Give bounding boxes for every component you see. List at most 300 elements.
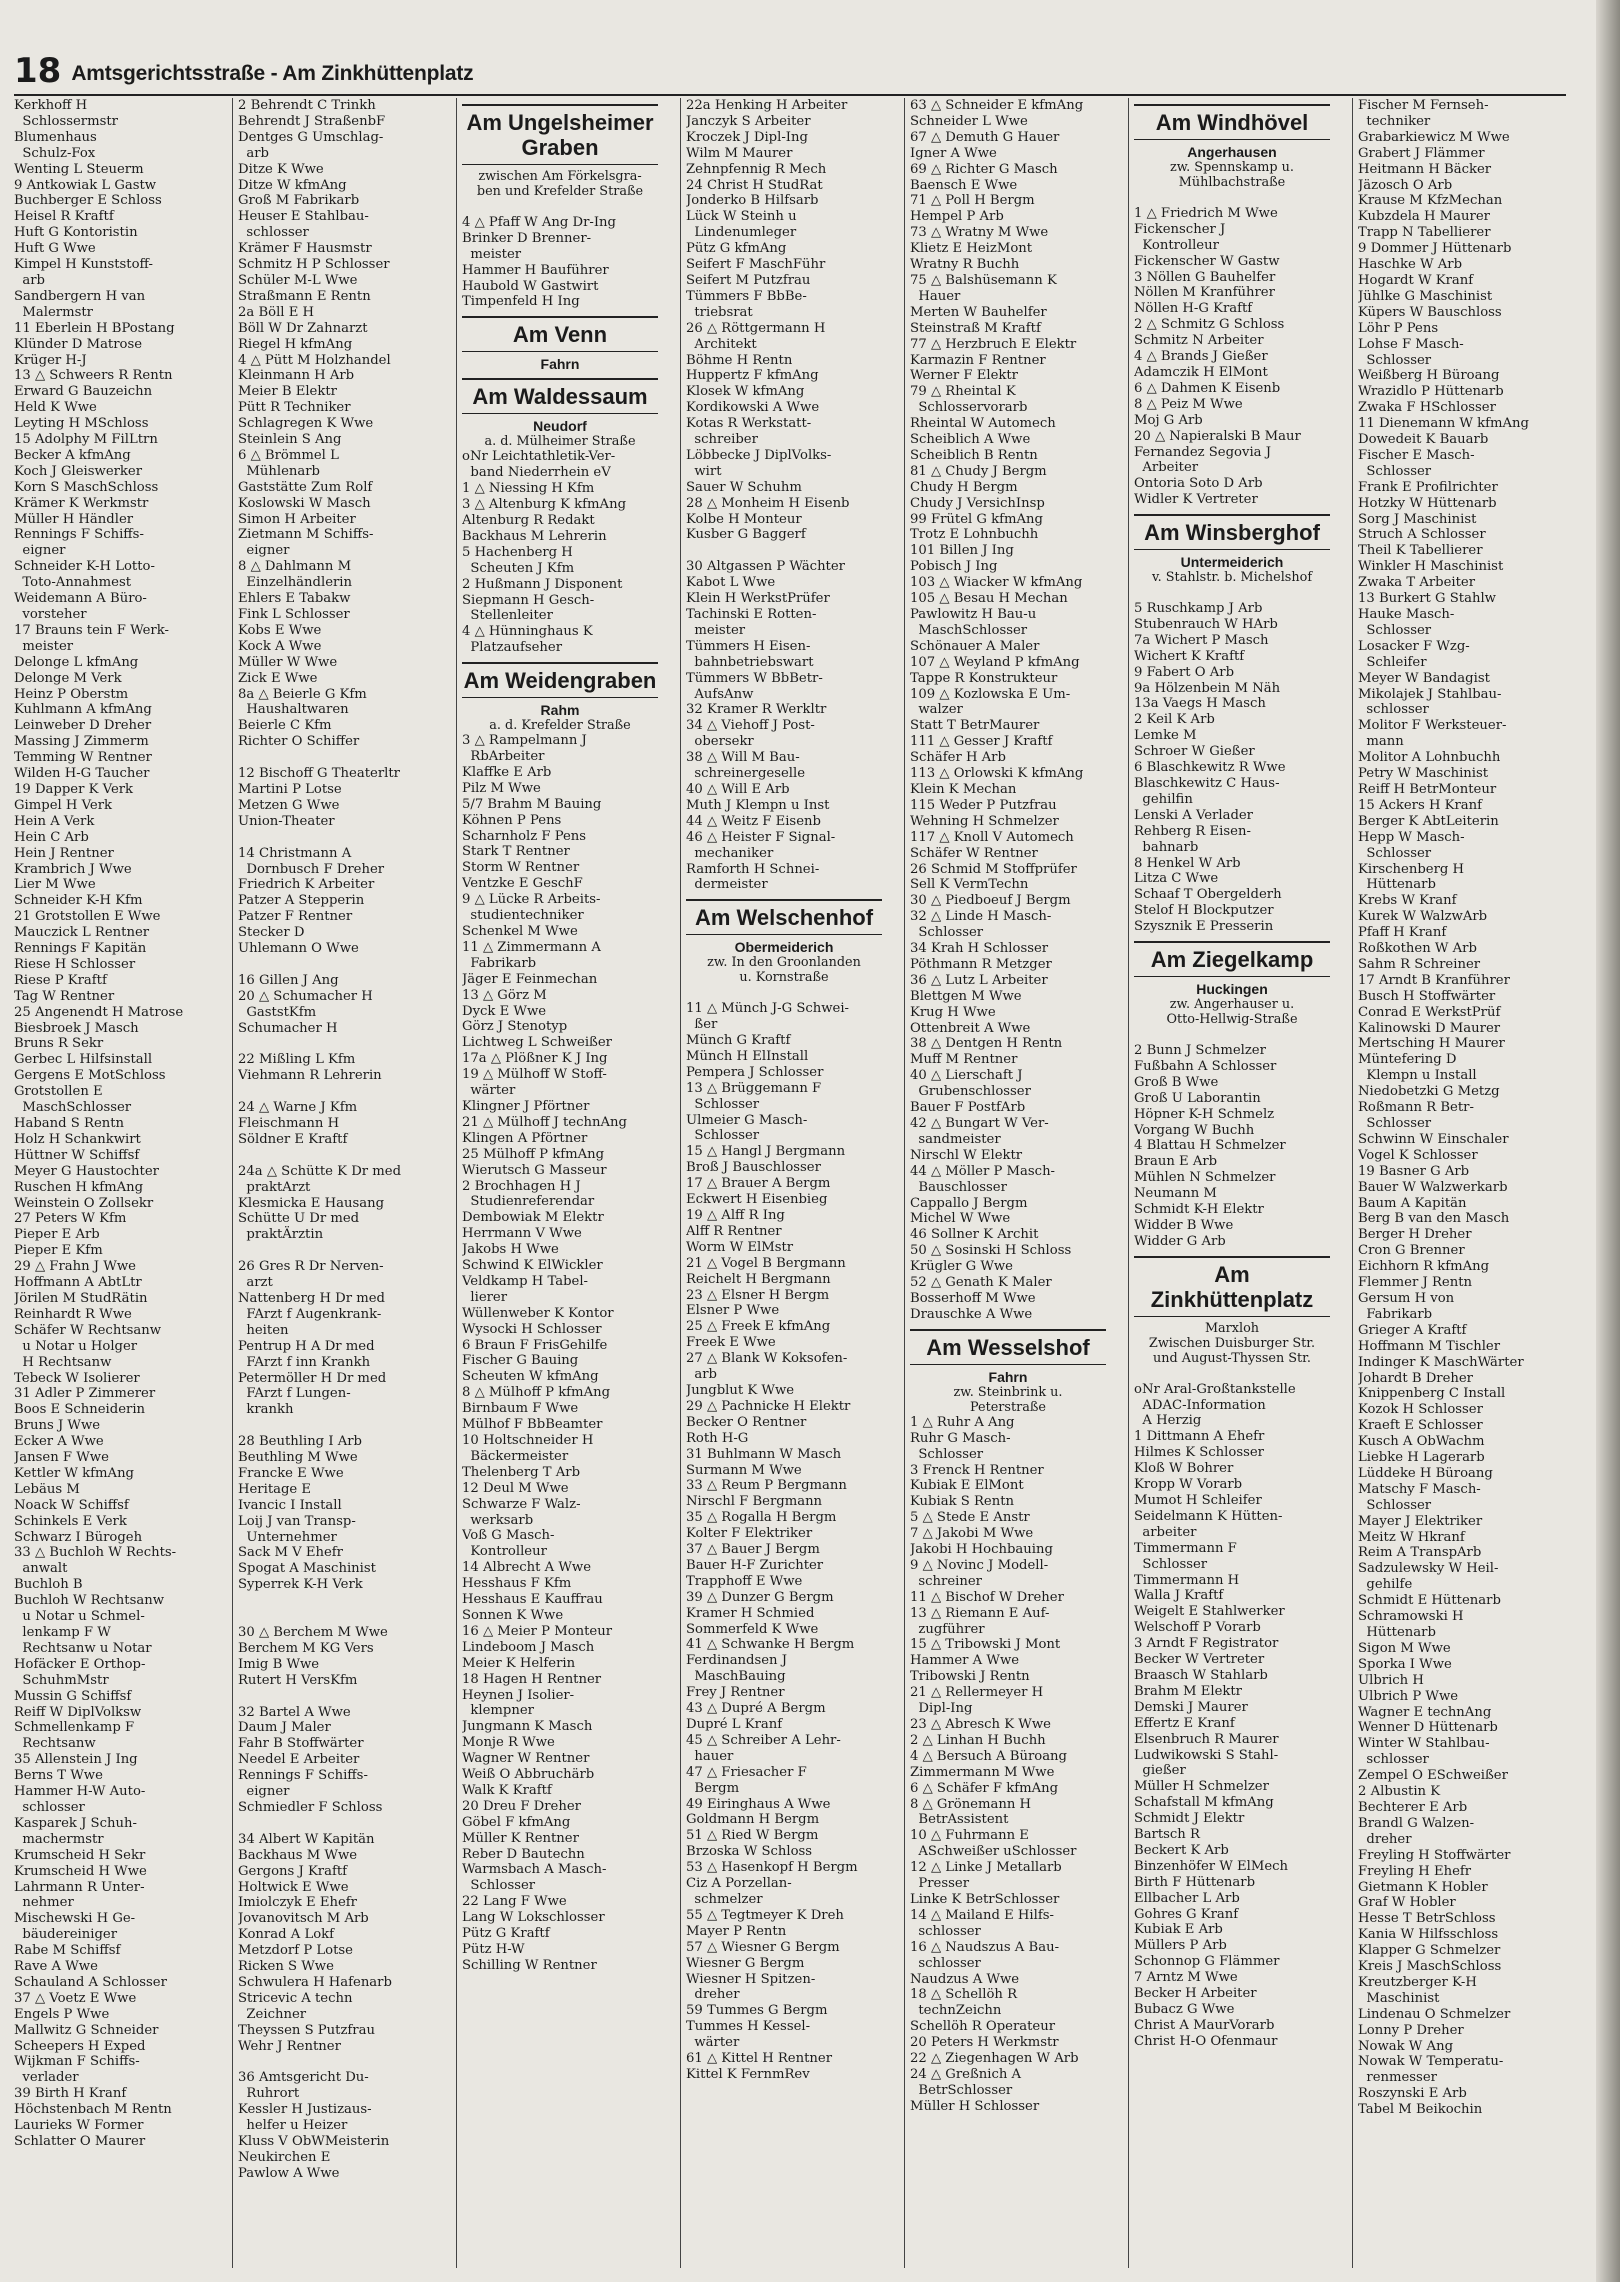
resident-entry: 67 △ Demuth G Hauer xyxy=(910,129,1060,145)
resident-entry xyxy=(238,1418,434,1434)
resident-entry: Toto-Annahmest xyxy=(14,575,132,591)
resident-entry: Reichelt H Bergmann xyxy=(686,1271,831,1287)
resident-entry: Heritage E xyxy=(238,1481,312,1497)
resident-entry: Christ H-O Ofenmaur xyxy=(1134,2033,1278,2049)
resident-entry: Union-Theater xyxy=(238,813,335,829)
resident-entry: 1 △ Niessing H Kfm xyxy=(462,481,595,497)
resident-entry: Dembowiak M Elektr xyxy=(462,1210,604,1226)
resident-entry: Dentges G Umschlag- xyxy=(238,129,384,145)
resident-entry: 18 △ Schellöh R xyxy=(910,1987,1018,2003)
resident-entry: Schaaf T Obergelderh xyxy=(1134,887,1282,903)
resident-entry: Janczyk S Arbeiter xyxy=(686,113,811,129)
resident-entry: 36 △ Lutz L Arbeiter xyxy=(910,972,1048,988)
resident-entry: 9 △ Lücke R Arbeits- xyxy=(462,892,601,908)
resident-entry: Nattenberg H Dr med xyxy=(238,1290,385,1306)
resident-entry: Ludwikowski S Stahl- xyxy=(1134,1747,1279,1763)
resident-entry: 17 Brauns tein F Werk- xyxy=(14,622,169,638)
resident-entry: Schlosser xyxy=(1358,1116,1432,1131)
resident-entry: Busch H Stoffwärter xyxy=(1358,988,1496,1004)
resident-entry: Krämer K Werkmstr xyxy=(14,495,149,511)
resident-entry: Löbbecke J DiplVolks- xyxy=(686,447,832,463)
resident-entry: 25 △ Freek E kfmAng xyxy=(686,1319,831,1335)
resident-entry: Stellenleiter xyxy=(462,608,553,624)
resident-entry: mechaniker xyxy=(686,845,774,861)
resident-entry: Konrad A Lokf xyxy=(238,1927,335,1943)
resident-entry: 24 Christ H StudRat xyxy=(686,177,823,193)
resident-entry: Schwind K ElWickler xyxy=(462,1258,603,1274)
resident-entry: Sauer W Schuhm xyxy=(686,479,802,495)
resident-entry: Göbel F kfmAng xyxy=(462,1814,571,1830)
resident-entry: Pieper E Arb xyxy=(14,1227,100,1243)
directory-column xyxy=(1134,98,1330,2268)
resident-entry: 27 △ Blank W Koksofen- xyxy=(686,1351,848,1367)
resident-entry: 14 Albrecht A Wwe xyxy=(462,1560,591,1576)
resident-entry: Zehnpfennig R Mech xyxy=(686,161,827,177)
resident-entry: Brinker D Brenner- xyxy=(462,230,592,246)
resident-entry: Hesshaus E Kauffrau xyxy=(462,1592,603,1608)
resident-entry: Altenburg R Redakt xyxy=(462,512,595,528)
resident-entry: Wrazidlo P Hüttenarb xyxy=(1358,384,1504,400)
resident-entry xyxy=(1134,1027,1330,1043)
resident-entry: Klosek W kfmAng xyxy=(686,384,805,400)
resident-entry: Krambrich J Wwe xyxy=(14,861,132,877)
scan-edge xyxy=(1596,0,1620,2282)
resident-entry: Ventzke E GeschF xyxy=(462,876,583,892)
resident-entry: Noack W Schiffsf xyxy=(14,1497,129,1513)
resident-entry: Scheepers H Exped xyxy=(14,2038,146,2054)
resident-entry: 2 Keil K Arb xyxy=(1134,712,1215,728)
resident-entry: eigner xyxy=(238,543,290,559)
resident-entry: 3 △ Altenburg K kfmAng xyxy=(462,497,627,513)
resident-entry: 9 Antkowiak L Gastw xyxy=(14,177,157,193)
resident-entry: Müntefering D xyxy=(1358,1052,1457,1068)
resident-entry: Müller H Schlosser xyxy=(910,2098,1040,2114)
resident-entry: schreiber xyxy=(686,432,758,448)
resident-entry: Rennings F Kapitän xyxy=(14,941,147,957)
resident-entry: 21 △ Mülhoff J technAng xyxy=(462,1114,627,1130)
resident-entry: Indinger K MaschWärter xyxy=(1358,1354,1524,1370)
resident-entry: Gimpel H Verk xyxy=(14,797,113,813)
resident-entry: Scheiblich A Wwe xyxy=(910,432,1031,448)
resident-entry: 44 △ Möller P Masch- xyxy=(910,1163,1056,1179)
resident-entry: Trapp N Tabellierer xyxy=(1358,225,1491,241)
resident-entry: Meier K Helferin xyxy=(462,1655,576,1671)
resident-entry: Vorgang W Buchh xyxy=(1134,1122,1255,1138)
resident-entry: Seifert M Putzfrau xyxy=(686,272,811,288)
resident-entry xyxy=(238,2054,434,2070)
resident-entry: Behrendt J StraßenbF xyxy=(238,113,386,129)
resident-entry: Klesmicka E Hausang xyxy=(238,1195,385,1211)
resident-entry: Buchloh B xyxy=(14,1577,83,1593)
resident-entry: Graf W Hobler xyxy=(1358,1895,1456,1911)
resident-entry: Kluss V ObWMeisterin xyxy=(238,2134,390,2149)
resident-entry: Böhme H Rentn xyxy=(686,352,793,368)
resident-entry: Schramowski H xyxy=(1358,1609,1464,1625)
resident-entry: Jühlke G Maschinist xyxy=(1358,288,1493,304)
resident-entry: Eichhorn R kfmAng xyxy=(1358,1259,1490,1275)
resident-entry: Eckwert H Eisenbieg xyxy=(686,1192,828,1208)
resident-entry: 9 Dommer J Hüttenarb xyxy=(1358,241,1512,257)
resident-entry: 29 △ Frahn J Wwe xyxy=(14,1259,136,1275)
resident-entry: Bubacz G Wwe xyxy=(1134,2002,1235,2017)
resident-entry: Schinkels E Verk xyxy=(14,1513,127,1529)
resident-entry: gehilfe xyxy=(1358,1577,1413,1593)
resident-entry: 31 Buhlmann W Masch xyxy=(686,1446,842,1462)
resident-entry: BetrAssistent xyxy=(910,1812,1009,1828)
resident-entry xyxy=(238,1036,434,1052)
resident-entry: Fernandez Segovia J xyxy=(1134,444,1271,460)
resident-entry: ADAC-Information xyxy=(1134,1397,1266,1413)
resident-entry: Tümmers F BbBe- xyxy=(686,288,807,304)
resident-entry: 33 △ Buchloh W Rechts- xyxy=(14,1545,177,1561)
resident-entry: Krebs W Kranf xyxy=(1358,893,1457,909)
resident-entry: 2 Albustin K xyxy=(1358,1784,1441,1800)
directory-column xyxy=(462,98,658,2268)
resident-entry: Szysznik E Presserin xyxy=(1134,919,1274,935)
resident-entry: heiten xyxy=(238,1322,289,1338)
resident-entry: 29 △ Pachnicke H Elektr xyxy=(686,1398,851,1414)
resident-entry: Ulbrich H xyxy=(1358,1672,1424,1688)
resident-entry: Wenting L Steuerm xyxy=(14,161,144,177)
resident-entry: Schmitz N Arbeiter xyxy=(1134,333,1264,349)
resident-entry: Mallwitz G Schneider xyxy=(14,2022,159,2038)
resident-entry: Massing J Zimmerm xyxy=(14,734,149,750)
resident-entry: werksarb xyxy=(462,1512,534,1528)
resident-entry: Beuthling M Wwe xyxy=(238,1450,358,1466)
resident-entry: Pütz G Kraftf xyxy=(462,1926,550,1942)
resident-entry: Bartsch R xyxy=(1134,1827,1200,1843)
resident-entry: Gerbec L Hilfsinstall xyxy=(14,1052,153,1068)
resident-entry: Zempel O ESchweißer xyxy=(1358,1768,1508,1784)
resident-entry: Jäzosch O Arb xyxy=(1358,177,1453,193)
street-heading: Am Weidengraben xyxy=(462,662,658,698)
resident-entry xyxy=(238,957,434,973)
resident-entry: Hesse T BetrSchloss xyxy=(1358,1911,1496,1927)
resident-entry: Wagner W Rentner xyxy=(462,1751,590,1767)
resident-entry: Klaffke E Arb xyxy=(462,764,552,780)
resident-entry: Zimmermann M Wwe xyxy=(910,1764,1055,1780)
resident-entry: Schneider K-H Kfm xyxy=(14,893,143,909)
resident-entry: 28 Beuthling I Arb xyxy=(238,1434,362,1450)
resident-entry: 4 △ Pfaff W Ang Dr-Ing xyxy=(462,214,616,230)
resident-entry: Scheuten J Kfm xyxy=(462,560,575,576)
resident-entry: meister xyxy=(686,622,746,638)
resident-entry: Niedobetzki G Metzg xyxy=(1358,1084,1500,1100)
street-location-note: Mühlbachstraße xyxy=(1178,175,1286,190)
resident-entry: 25 Angenendt H Matrose xyxy=(14,1004,184,1020)
resident-entry: Kusch A ObWachm xyxy=(1358,1434,1485,1450)
resident-entry: Weiß O Abbruchärb xyxy=(462,1767,595,1783)
resident-entry: Krumscheid H Sekr xyxy=(14,1847,146,1863)
resident-entry: 36 Amtsgericht Du- xyxy=(238,2070,369,2086)
resident-entry: Monje R Wwe xyxy=(462,1735,555,1751)
resident-entry: Metzen G Wwe xyxy=(238,797,340,813)
resident-entry: Sandbergern H van xyxy=(14,288,146,304)
resident-entry: Schmitz H P Schlosser xyxy=(238,257,390,273)
resident-entry: Böll W Dr Zahnarzt xyxy=(238,320,368,336)
resident-entry: Haubold W Gastwirt xyxy=(462,278,599,294)
resident-entry: Schmidt E Hüttenarb xyxy=(1358,1593,1501,1609)
resident-entry: Friedrich K Arbeiter xyxy=(238,877,375,893)
resident-entry: eigner xyxy=(14,543,66,559)
resident-entry: Wagner E technAng xyxy=(1358,1704,1492,1720)
resident-entry: 4 △ Bersuch A Büroang xyxy=(910,1748,1067,1764)
resident-entry: Schlosservorarb xyxy=(910,400,1028,416)
resident-entry: Jonderko B Hilfsarb xyxy=(686,193,819,209)
resident-entry: Mühlenarb xyxy=(238,463,320,479)
resident-entry: Schlossermstr xyxy=(14,113,118,129)
resident-entry: Adamczik H ElMont xyxy=(1134,364,1268,380)
resident-entry: Lebäus M xyxy=(14,1481,80,1497)
resident-entry: Hoffmann M Tischler xyxy=(1358,1338,1501,1354)
resident-entry: Schafstall M kfmAng xyxy=(1134,1795,1274,1811)
resident-entry: 52 △ Genath K Maler xyxy=(910,1275,1052,1291)
resident-entry: 1 △ Friedrich M Wwe xyxy=(1134,205,1278,221)
resident-entry: Schütte U Dr med xyxy=(238,1211,360,1227)
resident-entry: Nowak W Ang xyxy=(1358,2038,1454,2054)
resident-entry: Cron G Brenner xyxy=(1358,1243,1465,1259)
resident-entry: Backhaus M Wwe xyxy=(238,1847,358,1863)
resident-entry: Herrmann V Wwe xyxy=(462,1226,582,1242)
resident-entry: Riese H Schlosser xyxy=(14,956,136,972)
resident-entry: Mülhof F BbBeamter xyxy=(462,1417,603,1433)
resident-entry: 3 Arndt F Registrator xyxy=(1134,1636,1279,1652)
resident-entry: 30 △ Piedboeuf J Bergm xyxy=(910,893,1071,909)
street-location-note: zwischen Am Förkelsgra- xyxy=(478,169,642,184)
resident-entry: Tappe R Konstrukteur xyxy=(910,670,1058,686)
resident-entry: klempner xyxy=(462,1703,534,1719)
street-location-note: zw. Steinbrink u. xyxy=(953,1384,1063,1400)
resident-entry: 20 Peters H Werkmstr xyxy=(910,2035,1059,2051)
resident-entry: Scheuten W kfmAng xyxy=(462,1369,599,1385)
resident-entry: Rennings F Schiffs- xyxy=(14,527,144,543)
district-label: Untermeiderich xyxy=(1180,554,1284,571)
resident-entry: Nowak W Temperatu- xyxy=(1358,2054,1504,2070)
resident-entry: bahnarb xyxy=(1134,839,1199,855)
resident-entry: Sporka I Wwe xyxy=(1358,1656,1452,1672)
resident-entry: Kurek W WalzwArb xyxy=(1358,909,1488,925)
resident-entry: studientechniker xyxy=(462,908,584,924)
resident-entry: 13 △ Brüggemann F xyxy=(686,1080,822,1096)
resident-entry: Jovanovitsch M Arb xyxy=(238,1911,369,1927)
resident-entry: arbeiter xyxy=(1134,1524,1197,1540)
resident-entry: Klingen A Pförtner xyxy=(462,1130,588,1146)
street-location-note: und August-Thyssen Str. xyxy=(1153,1350,1311,1366)
resident-entry: Mauczick L Rentner xyxy=(14,925,150,941)
resident-entry: Heinz P Oberstm xyxy=(14,686,129,702)
resident-entry: Frey J Rentner xyxy=(686,1685,785,1701)
resident-entry: zugführer xyxy=(910,1621,985,1637)
resident-entry: krankh xyxy=(238,1402,294,1418)
resident-entry: Viehmann R Lehrerin xyxy=(238,1068,382,1084)
resident-entry: Werner F Elektr xyxy=(910,368,1018,384)
resident-entry: 39 △ Dunzer G Bergm xyxy=(686,1589,834,1605)
resident-entry: Bauer F PostfArb xyxy=(910,1100,1026,1116)
resident-entry: Bäckermeister xyxy=(462,1448,569,1464)
resident-entry: Schäfer H Arb xyxy=(910,750,1006,766)
directory-columns xyxy=(14,98,1566,2268)
resident-entry: Kusber G Baggerf xyxy=(686,527,806,543)
resident-entry: technZeichn xyxy=(910,2003,1002,2019)
resident-entry: A Herzig xyxy=(1134,1413,1202,1429)
resident-entry: Naudzus A Wwe xyxy=(910,1971,1020,1987)
resident-entry: 4 Blattau H Schmelzer xyxy=(1134,1138,1286,1154)
resident-entry: Fischer G Bauing xyxy=(462,1353,579,1369)
street-heading: Am Waldessaum xyxy=(462,378,658,414)
resident-entry: Worm W ElMstr xyxy=(686,1239,794,1255)
resident-entry: Demski J Maurer xyxy=(1134,1699,1248,1715)
resident-entry: Berns T Wwe xyxy=(14,1768,103,1784)
resident-entry: Kubiak E Arb xyxy=(1134,1922,1223,1938)
resident-entry: Lindenumleger xyxy=(686,225,797,241)
resident-entry: Schlosser xyxy=(1358,1497,1432,1513)
resident-entry: Simon H Arbeiter xyxy=(238,511,356,527)
resident-entry: Nirschl F Bergmann xyxy=(686,1494,823,1510)
resident-entry: SchuhmMstr xyxy=(14,1672,109,1688)
resident-entry: Sack M V Ehefr xyxy=(238,1545,343,1561)
resident-entry: 14 Christmann A xyxy=(238,845,352,861)
resident-entry: Kimpel H Kunststoff- xyxy=(14,257,153,273)
resident-entry: arzt xyxy=(238,1275,273,1291)
street-location-note: Otto-Hellwig-Straße xyxy=(1166,1012,1298,1028)
resident-entry: Hüttenarb xyxy=(1358,877,1436,893)
resident-entry: 12 Bischoff G Theaterltr xyxy=(238,766,400,782)
resident-entry: Weigelt E Stahlwerker xyxy=(1134,1604,1285,1620)
resident-entry: Bergm xyxy=(686,1780,740,1796)
resident-entry: Reinhardt R Wwe xyxy=(14,1306,132,1322)
resident-entry: Meier B Elektr xyxy=(238,384,337,400)
column-divider xyxy=(904,98,905,2268)
resident-entry: Karmazin F Rentner xyxy=(910,352,1046,368)
resident-entry: 8 △ Mülhoff P kfmAng xyxy=(462,1385,611,1401)
resident-entry: 46 △ Heister F Signal- xyxy=(686,829,836,845)
street-location-note: zw. Angerhauser u. xyxy=(1169,997,1295,1013)
resident-entry: 2 Brochhagen H J xyxy=(462,1178,581,1194)
resident-entry: 21 △ Rellermeyer H xyxy=(910,1685,1044,1701)
resident-entry: 57 △ Wiesner G Bergm xyxy=(686,1939,840,1955)
resident-entry: Kubzdela H Maurer xyxy=(1358,209,1490,225)
resident-entry: praktÄrztin xyxy=(238,1227,324,1243)
resident-entry: Kloß W Bohrer xyxy=(1134,1461,1234,1477)
resident-entry: schlosser xyxy=(910,1955,981,1971)
resident-entry: Reim A TranspArb xyxy=(1358,1545,1482,1561)
resident-entry: Birnbaum F Wwe xyxy=(462,1401,579,1417)
resident-entry: Haband S Rentn xyxy=(14,1116,125,1131)
resident-entry: anwalt xyxy=(14,1561,68,1577)
resident-entry: Wehr J Rentner xyxy=(238,2038,341,2054)
resident-entry: schlosser xyxy=(238,225,309,241)
resident-entry: Siepmann H Gesch- xyxy=(462,592,595,608)
resident-entry: 10 Holtschneider H xyxy=(462,1433,594,1448)
resident-entry: schreiner xyxy=(910,1573,982,1589)
resident-entry: Kubiak E ElMont xyxy=(910,1478,1024,1494)
resident-entry: Timmermann F xyxy=(1134,1540,1237,1556)
resident-entry: Theil K Tabellierer xyxy=(1358,543,1483,559)
resident-entry: Seifert F MaschFühr xyxy=(686,257,826,273)
resident-entry: 21 Grotstollen E Wwe xyxy=(14,909,161,925)
resident-entry: Birth F Hüttenarb xyxy=(1134,1874,1256,1890)
resident-entry: Schlagregen K Wwe xyxy=(238,416,374,432)
resident-entry: Mikolajek J Stahlbau- xyxy=(1358,686,1502,702)
resident-entry: Sell K VermTechn xyxy=(910,877,1029,893)
resident-entry: Vogel K Schlosser xyxy=(1358,1147,1478,1163)
resident-entry: 101 Billen J Ing xyxy=(910,543,1014,559)
resident-entry: FArzt f Augenkrank- xyxy=(238,1306,382,1322)
resident-entry: 32 △ Linde H Masch- xyxy=(910,909,1052,925)
street-heading: Am Venn xyxy=(462,316,658,352)
resident-entry: Fußbahn A Schlosser xyxy=(1134,1058,1277,1074)
resident-entry: Koslowski W Masch xyxy=(238,495,371,511)
resident-entry: Schlosser xyxy=(910,1446,984,1462)
resident-entry: Fleischmann H xyxy=(238,1116,340,1131)
resident-entry: ßer xyxy=(686,1017,718,1033)
resident-entry: Jäger E Feinmechan xyxy=(462,971,598,987)
resident-entry: Kontrolleur xyxy=(462,1544,547,1560)
resident-entry: Pobisch J Ing xyxy=(910,559,998,575)
resident-entry: Thelenberg T Arb xyxy=(462,1464,581,1480)
resident-entry: Hilmes K Schlosser xyxy=(1134,1445,1264,1461)
resident-entry: helfer u Heizer xyxy=(238,2118,348,2134)
resident-entry: Kroczek J Dipl-Ing xyxy=(686,129,808,145)
resident-entry: 42 △ Bungart W Ver- xyxy=(910,1116,1049,1131)
resident-entry: Surmann M Wwe xyxy=(686,1462,802,1478)
resident-entry: Steinlein S Ang xyxy=(238,432,342,448)
resident-entry xyxy=(462,199,658,215)
resident-entry: Mischewski H Ge- xyxy=(14,1911,136,1927)
resident-entry: Pawlowitz H Bau-u xyxy=(910,607,1037,622)
resident-entry: Stark T Rentner xyxy=(462,844,570,860)
resident-entry: Schlosser xyxy=(686,1128,760,1144)
resident-entry: Scharnholz F Pens xyxy=(462,828,587,844)
resident-entry: oNr Leichtathletik-Ver- xyxy=(462,449,616,465)
resident-entry: Dornbusch F Dreher xyxy=(238,861,385,877)
resident-entry: Maschinist xyxy=(1358,1990,1440,2006)
resident-entry: Schlosser xyxy=(1358,463,1432,479)
resident-entry: Müller H Händler xyxy=(14,511,134,527)
resident-entry: verlader xyxy=(14,2070,79,2086)
resident-entry: Gohres G Kranf xyxy=(1134,1906,1239,1922)
resident-entry: Dowedeit K Bauarb xyxy=(1358,432,1489,448)
resident-entry: 13 △ Schweers R Rentn xyxy=(14,368,173,384)
resident-entry: Schlosser xyxy=(686,1096,760,1112)
resident-entry: Schwinn W Einschaler xyxy=(1358,1131,1509,1147)
resident-entry: 16 Gillen J Ang xyxy=(238,972,339,988)
resident-entry: Broß J Bauschlosser xyxy=(686,1160,821,1176)
resident-entry: Petermöller H Dr med xyxy=(238,1370,387,1386)
resident-entry: Rechtsanw xyxy=(14,1736,96,1752)
resident-entry: 32 Kramer R Werkltr xyxy=(686,702,827,718)
resident-entry: u Notar u Schmel- xyxy=(14,1609,145,1625)
resident-entry: Schäfer W Rechtsanw xyxy=(14,1322,162,1338)
resident-entry: Timpenfeld H Ing xyxy=(462,294,580,310)
resident-entry: lierer xyxy=(462,1289,508,1305)
resident-entry: Ottenbreit A Wwe xyxy=(910,1020,1031,1036)
resident-entry: Flemmer J Rentn xyxy=(1358,1275,1472,1291)
resident-entry: 111 △ Gesser J Kraftf xyxy=(910,734,1053,750)
resident-entry: Grabarkiewicz M Wwe xyxy=(1358,129,1510,145)
resident-entry: Hammer H-W Auto- xyxy=(14,1784,146,1800)
resident-entry: Gaststätte Zum Rolf xyxy=(238,479,373,495)
resident-entry: Kuhlmann A kfmAng xyxy=(14,702,152,718)
resident-entry: Struch A Schlosser xyxy=(1358,527,1486,543)
resident-entry: Mayer J Elektriker xyxy=(1358,1513,1483,1529)
resident-entry: Schmidt K-H Elektr xyxy=(1134,1202,1264,1218)
resident-entry: schlosser xyxy=(1358,702,1429,718)
resident-entry: 4 △ Brands J Gießer xyxy=(1134,349,1268,365)
resident-entry: Kock A Wwe xyxy=(238,638,322,654)
resident-entry: Hofäcker E Orthop- xyxy=(14,1656,146,1672)
resident-entry: 26 Gres R Dr Nerven- xyxy=(238,1259,384,1275)
